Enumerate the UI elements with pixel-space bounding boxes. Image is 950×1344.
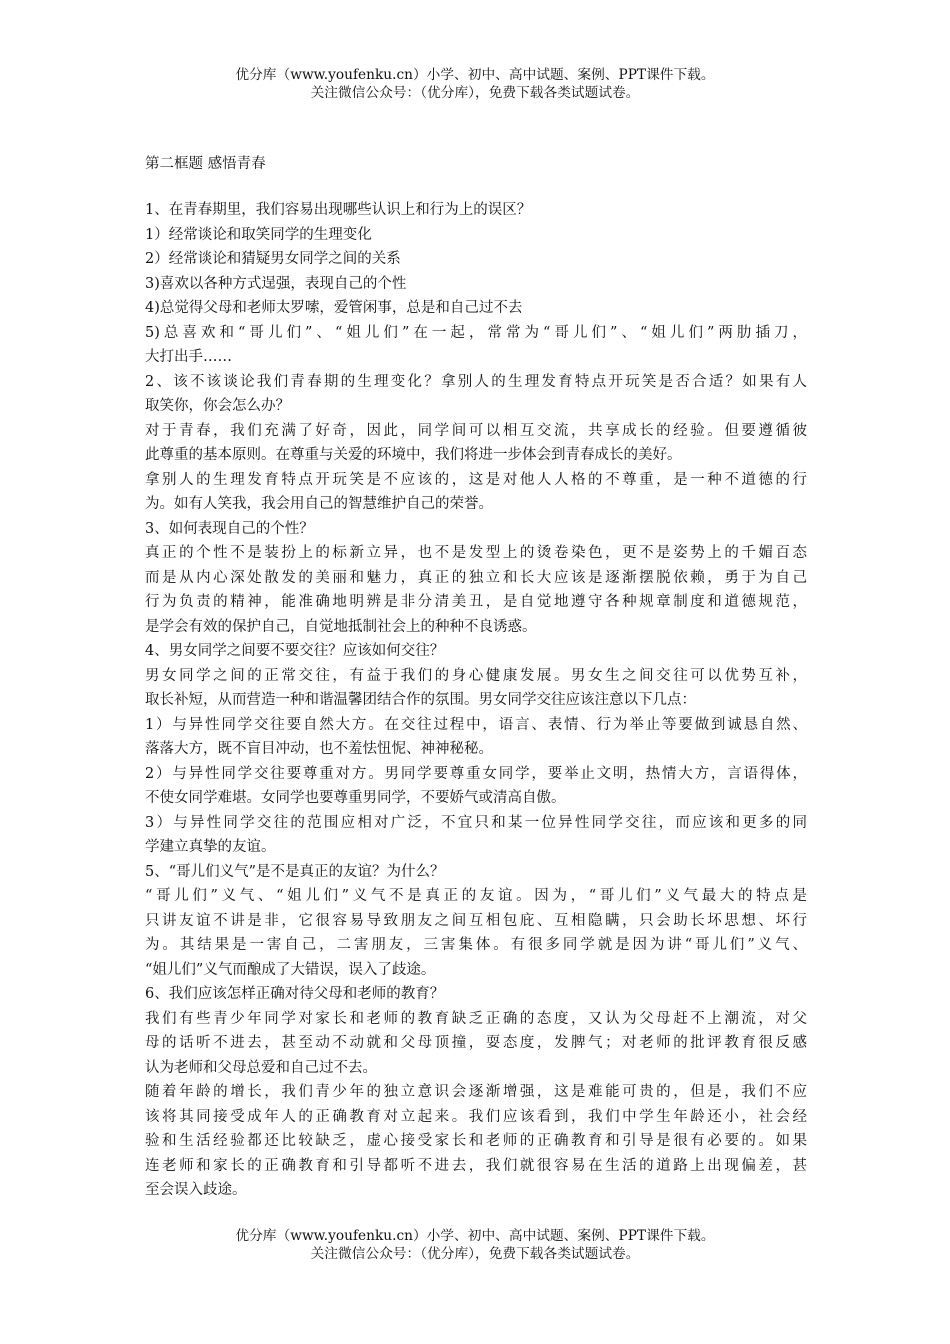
footer-line-1: 优分库（www.youfenku.cn）小学、初中、高中试题、案例、PPT课件下载。	[235, 1228, 715, 1244]
header-line-2: 关注微信公众号：（优分库），免费下载各类试题试卷。	[310, 85, 640, 101]
text-line: 5)总喜欢和“哥儿们”、“姐儿们”在一起，常常为“哥儿们”、“姐儿们”两肋插刀，	[145, 324, 807, 341]
text-line: 只讲友谊不讲是非，它很容易导致朋友之间互相包庇、互相隐瞒，只会助长坏思想、坏行	[145, 912, 807, 929]
text-line: “姐儿们”义气而酿成了大错误，误入了歧途。	[145, 961, 436, 978]
text-line: 6、我们应该怎样正确对待父母和老师的教育？	[145, 986, 445, 1002]
text-line: 学建立真挚的友谊。	[145, 839, 276, 855]
text-line: 1、在青春期里，我们容易出现哪些认识上和行为上的误区？	[145, 202, 532, 218]
page-header	[0, 66, 950, 102]
text-line: 连老师和家长的正确教育和引导都听不进去，我们就很容易在生活的道路上出现偏差，甚	[145, 1157, 807, 1174]
document-body	[145, 198, 807, 1203]
text-line: 至会误入歧途。	[145, 1182, 247, 1198]
text-line: 落落大方，既不盲目冲动，也不羞怯忸怩、神神秘秘。	[145, 741, 493, 757]
section-title: 第二框题 感悟青春	[145, 156, 266, 172]
text-line: 对于青春，我们充满了好奇，因此，同学间可以相互交流，共享成长的经验。但要遵循彼	[145, 422, 807, 439]
text-line: 5、“哥儿们义气”是不是真正的友谊？为什么？	[145, 863, 445, 880]
text-line: 是学会有效的保护自己，自觉地抵制社会上的种种不良诱惑。	[145, 618, 537, 635]
text-line: 3、如何表现自己的个性？	[145, 520, 314, 537]
text-line: 大打出手……	[145, 349, 232, 365]
text-line: 为。其结果是一害自己，二害朋友，三害集体。有很多同学就是因为讲“哥儿们”义气、	[145, 937, 807, 953]
text-line: 拿别人的生理发育特点开玩笑是不应该的，这是对他人人格的不尊重，是一种不道德的行	[145, 471, 807, 488]
text-line: 4、男女同学之间要不要交往？应该如何交往？	[145, 643, 445, 659]
text-line: 2）与异性同学交往要尊重对方。男同学要尊重女同学，要举止文明，热情大方，言语得体，	[145, 765, 807, 782]
text-line: 4)总觉得父母和老师太罗嗦，爱管闲事，总是和自己过不去	[145, 300, 523, 316]
text-line: 我们有些青少年同学对家长和老师的教育缺乏正确的态度，又认为父母赶不上潮流，对父	[145, 1010, 807, 1027]
page-footer	[0, 1227, 950, 1263]
text-line: 2）经常谈论和猜疑男女同学之间的关系	[145, 251, 401, 267]
text-line: 此尊重的基本原则。在尊重与关爱的环境中，我们将进一步体会到青春成长的美好。	[145, 447, 682, 463]
text-line: 1）经常谈论和取笑同学的生理变化	[145, 226, 372, 243]
text-line: 不使女同学难堪。女同学也要尊重男同学，不要娇气或清高自傲。	[145, 790, 566, 806]
text-line: 男女同学之间的正常交往，有益于我们的身心健康发展。男女生之间交往可以优势互补，	[145, 667, 807, 684]
text-line: 1）与异性同学交往要自然大方。在交往过程中，语言、表情、行为举止等要做到诚恳自然、	[145, 716, 807, 733]
text-line: 而是从内心深处散发的美丽和魅力，真正的独立和长大应该是逐渐摆脱依赖，勇于为自己	[145, 569, 807, 586]
header-line-1: 优分库（www.youfenku.cn）小学、初中、高中试题、案例、PPT课件下载。	[235, 67, 715, 83]
text-line: 认为老师和父母总爱和自己过不去。	[145, 1059, 377, 1076]
text-line: 母的话听不进去，甚至动不动就和父母顶撞，耍态度，发脾气；对老师的批评教育很反感	[145, 1035, 807, 1051]
text-line: 验和生活经验都还比较缺乏，虚心接受家长和老师的正确教育和引导是很有必要的。如果	[145, 1133, 807, 1149]
text-line: 2、该不该谈论我们青春期的生理变化？拿别人的生理发育特点开玩笑是否合适？如果有人	[145, 373, 807, 390]
text-line: 取长补短，从而营造一种和谐温馨团结合作的氛围。男女同学交往应该注意以下几点：	[145, 692, 696, 708]
text-line: 该将其同接受成年人的正确教育对立起来。我们应该看到，我们中学生年龄还小，社会经	[145, 1108, 807, 1125]
text-line: 真正的个性不是装扮上的标新立异，也不是发型上的烫卷染色，更不是姿势上的千媚百态	[145, 545, 807, 561]
text-line: 随着年龄的增长，我们青少年的独立意识会逐渐增强，这是难能可贵的，但是，我们不应	[145, 1084, 807, 1100]
text-line: 3）与异性同学交往的范围应相对广泛，不宜只和某一位异性同学交往，而应该和更多的同	[145, 814, 807, 831]
text-line: 行为负责的精神，能准确地明辨是非分清美丑，是自觉地遵守各种规章制度和道德规范，	[145, 594, 807, 610]
text-line: 为。如有人笑我，我会用自己的智慧维护自己的荣誉。	[145, 496, 493, 512]
text-line: “哥儿们”义气、“姐儿们”义气不是真正的友谊。因为，“哥儿们”义气最大的特点是	[145, 888, 807, 904]
text-line: 3)喜欢以各种方式逞强，表现自己的个性	[145, 275, 407, 292]
footer-line-2: 关注微信公众号：（优分库），免费下载各类试题试卷。	[310, 1246, 640, 1262]
text-line: 取笑你，你会怎么办？	[145, 398, 290, 414]
